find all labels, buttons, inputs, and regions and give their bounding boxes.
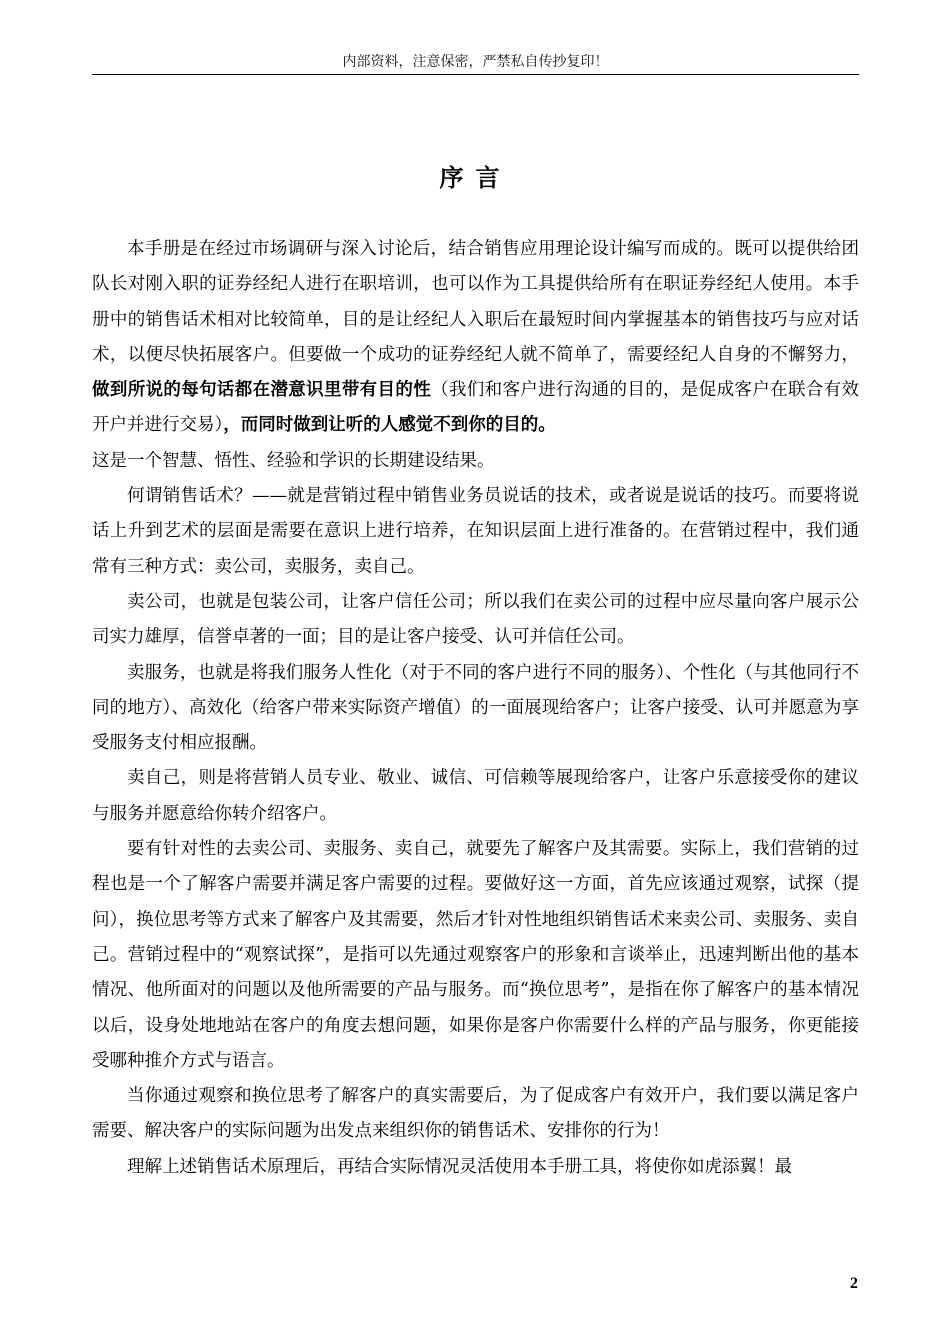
confidential-header: 内部资料，注意保密，严禁私自传抄复印！	[342, 54, 609, 70]
paragraph-sell-service: 卖服务，也就是将我们服务人性化（对于不同的客户进行不同的服务）、个性化（与其他同行不同的地方）、高效化（给客户带来实际资产增值）的一面展现给客户；让客户接受、认可并愿意为享受服务支付相应报酬。	[92, 662, 859, 754]
paragraph-definition: 何谓销售话术？——就是营销过程中销售业务员说话的技术，或者说是说话的技巧。而要将说话上升到艺术的层面是需要在意识上进行培养，在知识层面上进行准备的。在营销过程中，我们通常有三种方式：卖公司，卖服务，卖自己。	[92, 486, 859, 577]
intro-emphasis-2: ，而同时做到让听的人感觉不到你的目的。	[223, 415, 556, 436]
intro-emphasis-1: 做到所说的每句话都在潜意识里带有目的性	[92, 380, 432, 401]
intro-parenthetical: （我们和客户进行沟通的目的，是促成客户在联合有效开户并进行交易）	[92, 380, 860, 436]
header-divider	[92, 74, 859, 75]
intro-closing: 这是一个智慧、悟性、经验和学识的长期建设结果。	[92, 450, 495, 471]
paragraph-intro	[92, 232, 859, 479]
paragraph-understand-client: 要有针对性的去卖公司、卖服务、卖自己，就要先了解客户及其需要。实际上，我们营销的过程也是一个了解客户需要并满足客户需要的过程。要做好这一方面，首先应该通过观察，试探（提问），换位思考等方式来了解客户及其需要，然后才针对性地组织销售话术来卖公司、卖服务、卖自己。营销过程中的“观察试探”，是指可以先通过观察客户的形象和言谈举止，迅速判断出他的基本情况、他所面对的问题以及他所需要的产品与服务。而“换位思考”，是指在你了解客户的基本情况以后，设身处地地站在客户的角度去想问题，如果你是客户你需要什么样的产品与服务，你更能接受哪种推介方式与语言。	[92, 839, 859, 1071]
paragraph-sell-company: 卖公司，也就是包装公司，让客户信任公司；所以我们在卖公司的过程中应尽量向客户展示公司实力雄厚，信誉卓著的一面；目的是让客户接受、认可并信任公司。	[92, 591, 859, 648]
page-number: 2	[850, 1275, 858, 1292]
paragraph-meet-needs: 当你通过观察和换位思考了解客户的真实需要后，为了促成客户有效开户，我们要以满足客户需要、解决客户的实际问题为出发点来组织你的销售话术、安排你的行为！	[92, 1086, 859, 1142]
page-title: 序言	[439, 163, 512, 192]
intro-text: 本手册是在经过市场调研与深入讨论后，结合销售应用理论设计编写而成的。既可以提供给团队长对刚入职的证券经纪人进行在职培训，也可以作为工具提供给所有在职证券经纪人使用。本手册中的销售话术相对比较简单，目的是让经纪人入职后在最短时间内掌握基本的销售技巧与应对话术，以便尽快拓展客户。但要做一个成功的证券经纪人就不简单了，需要经纪人自身的不懈努力，	[92, 239, 859, 365]
preface-body	[92, 232, 859, 1185]
paragraph-sell-self: 卖自己，则是将营销人员专业、敬业、诚信、可信赖等展现给客户，让客户乐意接受你的建议与服务并愿意给你转介绍客户。	[92, 768, 859, 824]
paragraph-conclusion: 理解上述销售话术原理后，再结合实际情况灵活使用本手册工具，将使你如虎添翼！最	[127, 1156, 792, 1177]
